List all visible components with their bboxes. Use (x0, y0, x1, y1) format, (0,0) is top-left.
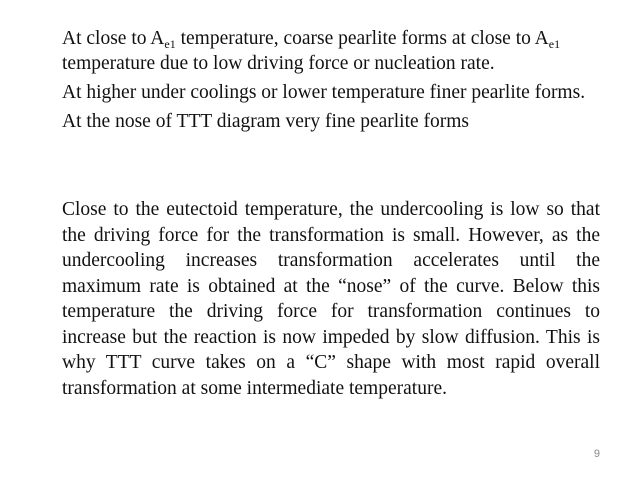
bullet-1-subscript-a: e1 (164, 37, 176, 51)
page-number: 9 (593, 448, 600, 460)
bullet-item-1 (62, 26, 592, 76)
bullet-list (62, 26, 592, 138)
bullet-1-text-a: At close to A (62, 28, 165, 49)
bullet-item-3: At the nose of TTT diagram very fine pearlite forms (62, 111, 470, 132)
body-paragraph: Close to the eutectoid temperature, the undercooling is low so that the driving force for the transformation is small. However, as the undercooling increases transformation accelerates until the maximum rate is obtained at the “nose” of the curve. Below this temperature the driving force for transformation continues to increase but the reaction is now impeded by slow diffusion. This is why TTT curve takes on a “C” shape with most rapid overall transformation at some intermediate temperature. (62, 199, 600, 399)
bullet-1-subscript-b: e1 (548, 37, 561, 51)
bullet-1-text-c: temperature due to low driving force or nucleation rate. (62, 53, 495, 74)
bullet-item-2: At higher under coolings or lower temperature finer pearlite forms. (62, 82, 586, 103)
bullet-1-text-b: temperature, coarse pearlite forms at close to A (175, 28, 549, 49)
